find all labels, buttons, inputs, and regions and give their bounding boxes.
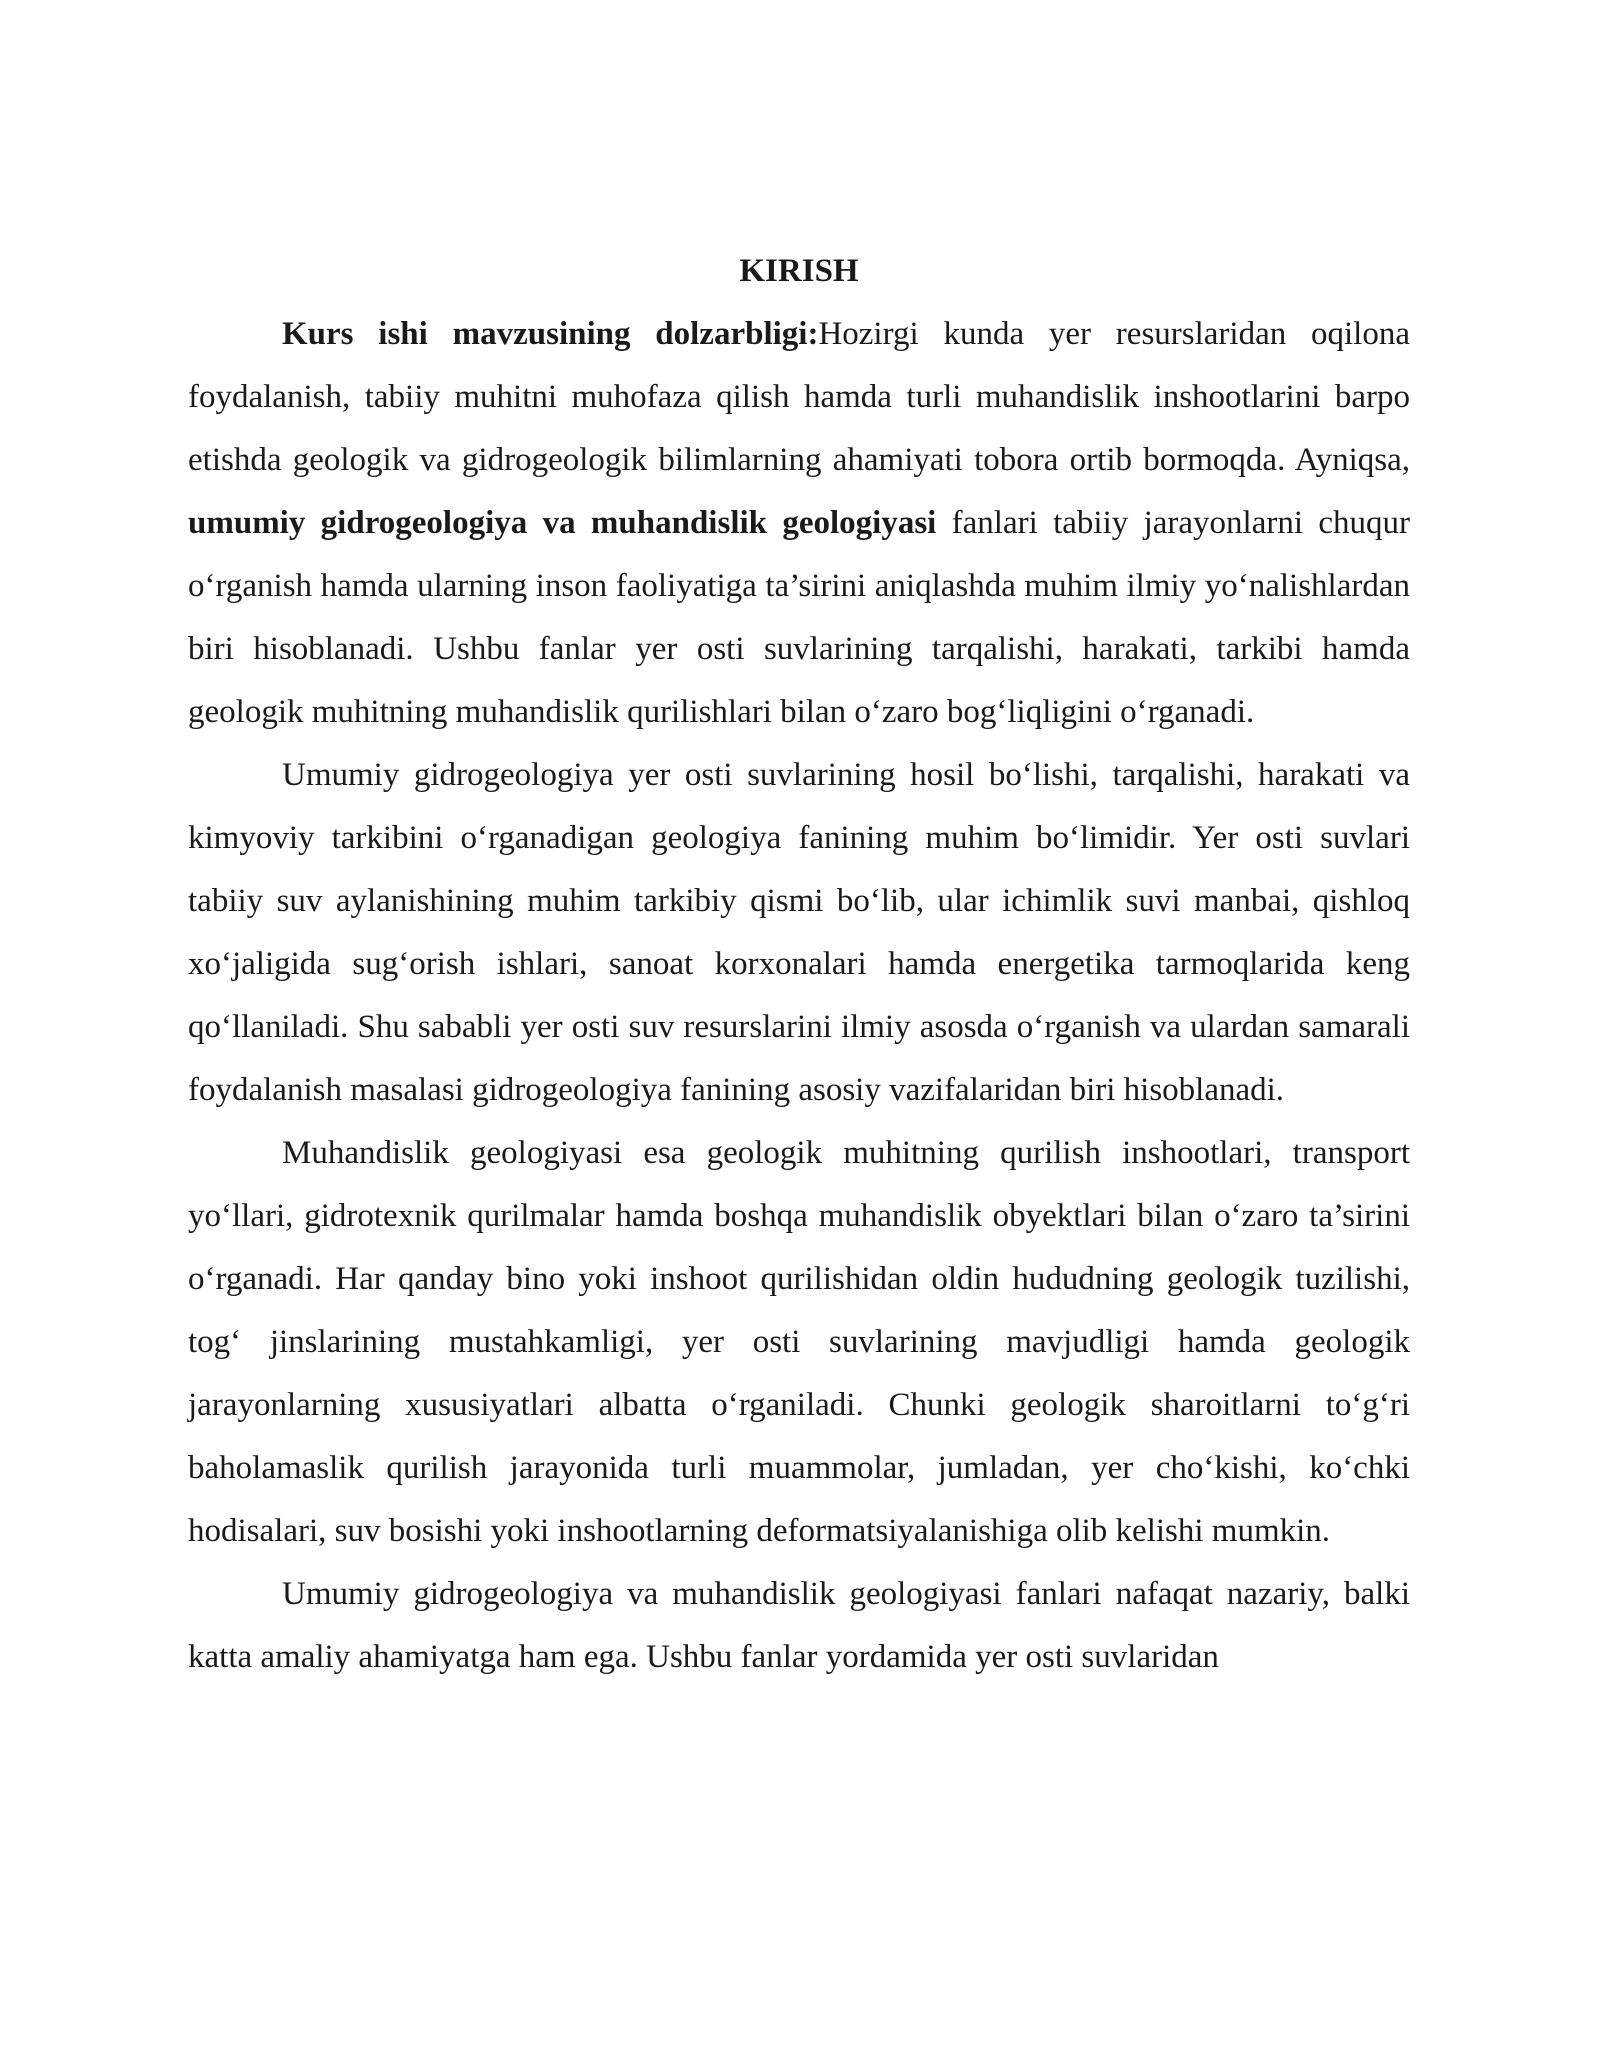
paragraph-relevance <box>188 303 1410 744</box>
paragraph-text: Hozirgi kunda yer resurslaridan oqilona foydalanish, tabiiy muhitni muhofaza qilish hamda turli muhandislik inshootlarini barpo etishda geologik va gidrogeologik bilimlarning ahamiyati tobora ortib bormoqda. Ayniqsa, <box>188 316 1411 478</box>
paragraph-engineering-geology: Muhandislik geologiyasi esa geologik muhitning qurilish inshootlari, transport yo‘llari, gidrotexnik qurilmalar hamda boshqa muhandislik obyektlari bilan o‘zaro ta’sirini o‘rganadi. Har qanday bino yoki inshoot qurilishidan oldin hududning geologik tuzilishi, tog‘ jinslarining mustahkamligi, yer osti suvlarining mavjudligi hamda geologik jarayonlarning xususiyatlari albatta o‘rganiladi. Chunki geologik sharoitlarni to‘g‘ri baholamaslik qurilish jarayonida turli muammolar, jumladan, yer cho‘kishi, ko‘chki hodisalari, suv bosishi yoki inshootlarning deformatsiyalanishiga olib kelishi mumkin. <box>188 1135 1410 1549</box>
paragraph-practical-importance: Umumiy gidrogeologiya va muhandislik geologiyasi fanlari nafaqat nazariy, balki katta amaliy ahamiyatga ham ega. Ushbu fanlar yordamida yer osti suvlaridan <box>188 1576 1410 1675</box>
bold-subject-phrase: umumiy gidrogeologiya va muhandislik geologiyasi <box>188 505 937 541</box>
page-title: KIRISH <box>739 253 859 289</box>
document-page <box>188 240 1410 1689</box>
paragraph-text: fanlari tabiiy jarayonlarni chuqur o‘rganish hamda ularning inson faoliyatiga ta’sirini aniqlashda muhim ilmiy yo‘nalishlardan biri hisoblanadi. Ushbu fanlar yer osti suvlarining tarqalishi, harakati, tarkibi hamda geologik muhitning muhandislik qurilishlari bilan o‘zaro bog‘liqligini o‘rganadi. <box>188 505 1410 730</box>
paragraph-hydrogeology: Umumiy gidrogeologiya yer osti suvlarining hosil bo‘lishi, tarqalishi, harakati va kimyoviy tarkibini o‘rganadigan geologiya fanining muhim bo‘limidir. Yer osti suvlari tabiiy suv aylanishining muhim tarkibiy qismi bo‘lib, ular ichimlik suvi manbai, qishloq xo‘jaligida sug‘orish ishlari, sanoat korxonalari hamda energetika tarmoqlarida keng qo‘llaniladi. Shu sababli yer osti suv resurslarini ilmiy asosda o‘rganish va ulardan samarali foydalanish masalasi gidrogeologiya fanining asosiy vazifalaridan biri hisoblanadi. <box>188 757 1410 1108</box>
relevance-heading: Kurs ishi mavzusining dolzarbligi: <box>282 316 819 352</box>
